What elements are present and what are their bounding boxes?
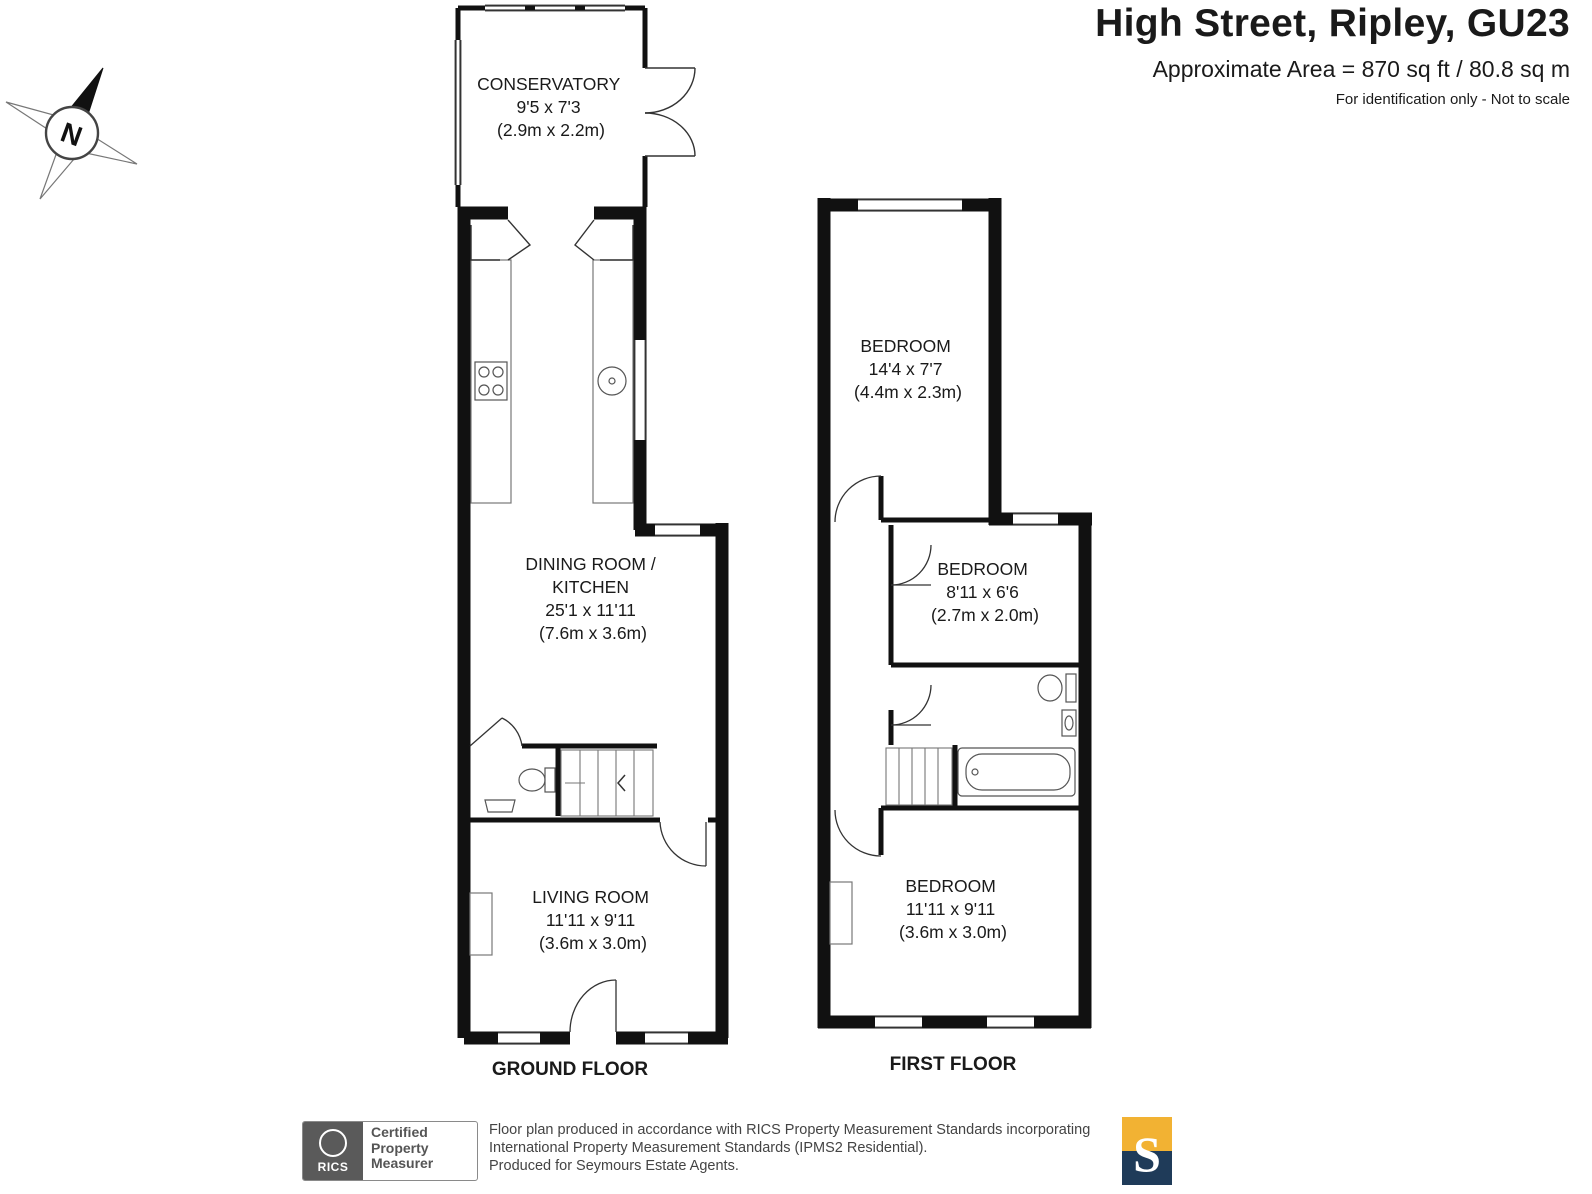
scale-disclaimer: For identification only - Not to scale — [1335, 91, 1570, 108]
rics-certified-badge — [302, 1121, 478, 1181]
approximate-area: Approximate Area = 870 sq ft / 80.8 sq m — [1152, 56, 1570, 82]
room-label-conservatory: CONSERVATORY 9'5 x 7'3 (2.9m x 2.2m) — [477, 74, 621, 140]
room-label-living-room: LIVING ROOM 11'11 x 9'11 (3.6m x 3.0m) — [532, 887, 649, 953]
room-label-dining-kitchen: DINING ROOM / KITCHEN 25'1 x 11'11 (7.6m x 3.6m) — [525, 554, 656, 643]
certified-line-2: Property — [371, 1139, 429, 1156]
certified-line-3: Measurer — [371, 1155, 434, 1171]
footer-line-1: Floor plan produced in accordance with RICS Property Measurement Standards incorporating — [489, 1122, 1091, 1138]
first-floor-label: FIRST FLOOR — [889, 1054, 1017, 1075]
property-address-title: High Street, Ripley, GU23 — [1095, 2, 1570, 45]
room-label-bedroom-small: BEDROOM 8'11 x 6'6 (2.7m x 2.0m) — [931, 559, 1039, 625]
room-label-bedroom-front: BEDROOM 11'11 x 9'11 (3.6m x 3.0m) — [899, 876, 1007, 942]
footer-line-2: International Property Measurement Standards (IPMS2 Residential). — [489, 1140, 928, 1156]
footer-line-3: Produced for Seymours Estate Agents. — [489, 1158, 739, 1174]
logo-letter: S — [1133, 1126, 1161, 1182]
compass-north-label: N — [56, 116, 87, 153]
rics-logo-icon — [303, 1122, 363, 1180]
ground-floor-label: GROUND FLOOR — [491, 1059, 649, 1080]
room-label-bedroom-rear: BEDROOM 14'4 x 7'7 (4.4m x 2.3m) — [854, 336, 962, 402]
footer-disclaimer — [489, 1121, 1090, 1175]
certified-line-1: Certified — [371, 1124, 428, 1140]
seymours-logo-icon — [1122, 1117, 1172, 1185]
rics-logo-text: RICS — [317, 1159, 349, 1174]
compass-rose-icon — [6, 68, 137, 199]
